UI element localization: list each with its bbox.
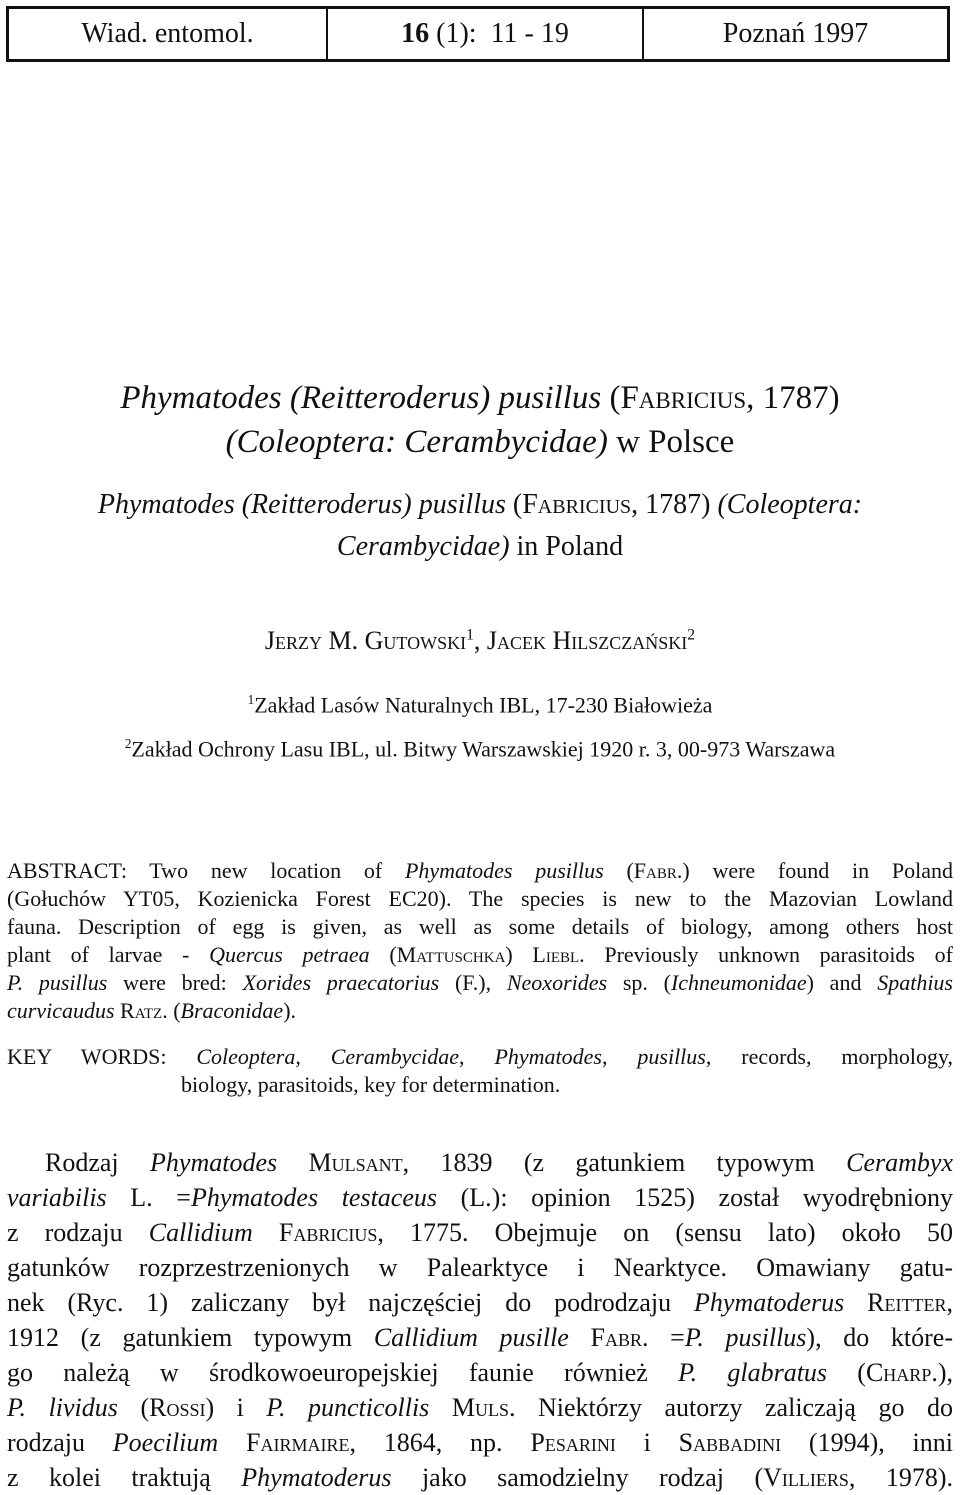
author-abbrev: Muls. <box>429 1393 516 1422</box>
abstract <box>7 857 953 1025</box>
abstract-text: ) and <box>806 970 878 995</box>
abstract-label: ABSTRACT: Two new location of <box>7 858 405 883</box>
author-abbrev: Ratz. <box>114 998 168 1023</box>
title-en-author: (Fabricius, 1787) <box>505 489 718 520</box>
body-text: ), <box>937 1358 953 1387</box>
body-text: L. = <box>106 1183 191 1212</box>
species-name: Callidium pusille <box>373 1323 569 1352</box>
author-abbrev: Fabr. <box>633 858 683 883</box>
genus-name: Spathius <box>877 970 953 995</box>
keywords-line <box>7 1043 953 1071</box>
author-name: Mulsant <box>277 1148 403 1177</box>
body-line <box>7 1145 953 1180</box>
title-en-order: (Coleoptera: <box>717 489 863 520</box>
body-text: , 1978). <box>848 1463 953 1492</box>
species-name: Xorides praecatorius <box>242 970 440 995</box>
authors <box>0 626 960 656</box>
title-author-name: (Fabricius, 1787) <box>609 380 840 416</box>
body-line <box>7 1390 953 1425</box>
body-line <box>7 1180 953 1215</box>
title-en-genus: Phymatodes (Reitteroderus) pusillus <box>97 489 506 520</box>
body-text: , 1864, np. <box>349 1428 531 1457</box>
body-text: ) i <box>205 1393 267 1422</box>
abstract-text: ). <box>283 998 297 1023</box>
author-name: Sabbadini <box>678 1428 782 1457</box>
body-line: gatunków rozprzestrzenionych w Palearktyce i Nearktyce. Omawiany gatu- <box>7 1253 953 1282</box>
abstract-line <box>7 997 953 1025</box>
body-text: , 1839 (z gatunkiem typowym <box>402 1148 847 1177</box>
body-text: nek (Ryc. 1) zaliczany był najczęściej do podrodzaju <box>7 1288 695 1317</box>
title-order: (Coleoptera: Cerambycidae) <box>225 424 608 460</box>
species-name: curvicaudus <box>7 998 115 1023</box>
paren: ( <box>117 1393 150 1422</box>
author-separator: , <box>473 626 487 655</box>
keyword: Phymatodes <box>494 1044 602 1069</box>
title-en-suffix: in Poland <box>509 531 624 562</box>
title-en-family: Cerambycidae) <box>336 531 510 562</box>
title-english <box>0 484 960 568</box>
author-1-sup: 1 <box>466 626 474 644</box>
title-suffix: w Polsce <box>607 424 735 460</box>
body-line <box>7 1425 953 1460</box>
body-text: = <box>648 1323 685 1352</box>
paren: ) <box>505 942 533 967</box>
journal-name: Wiad. entomol. <box>9 9 328 59</box>
author-name: Liebl. <box>532 942 585 967</box>
abstract-line <box>7 969 953 997</box>
body-text: z rodzaju <box>7 1218 149 1247</box>
keywords-label: KEY WORDS: <box>7 1044 197 1069</box>
author-name: Rossi <box>149 1393 206 1422</box>
author-name: Mattuschka <box>396 942 506 967</box>
species-name: P. glabratus <box>678 1358 828 1387</box>
abstract-text: Previously unknown parasitoids of <box>584 942 953 967</box>
author-name: Pesarini <box>530 1428 616 1457</box>
keyword: Coleoptera, Cerambycidae <box>196 1044 460 1069</box>
genus-name: Phymatoderus <box>694 1288 845 1317</box>
body-text: ), do które- <box>806 1323 953 1352</box>
paren: ( <box>167 998 181 1023</box>
paren: ( <box>827 1358 866 1387</box>
paren: ( <box>603 858 634 883</box>
author-abbrev: Fabr. <box>568 1323 649 1352</box>
abstract-text: sp. ( <box>607 970 671 995</box>
genus-name: Neoxorides <box>506 970 608 995</box>
body-text: Rodzaj <box>45 1148 151 1177</box>
family-name: Braconidae <box>180 998 284 1023</box>
genus-name: Callidium <box>148 1218 253 1247</box>
issue-pages: (1): 11 - 19 <box>429 18 569 49</box>
title-genus: Phymatodes (Reitteroderus) pusillus <box>120 380 602 416</box>
journal-header <box>6 6 950 62</box>
genus-name: Poecilium <box>112 1428 219 1457</box>
title-polish <box>0 376 960 464</box>
keywords <box>7 1043 953 1099</box>
body-text: go należą w środkowoeuropejskiej faunie również <box>7 1358 679 1387</box>
body-text: (L.): opinion 1525) został wyodrębniony <box>437 1183 954 1212</box>
genus-name: Phymatoderus <box>241 1463 392 1492</box>
sep: , <box>601 1044 638 1069</box>
body-text: , 1775. Obejmuje on (sensu lato) około 50 <box>377 1218 953 1247</box>
abstract-text: were bred: <box>107 970 243 995</box>
author-name: Reitter <box>844 1288 947 1317</box>
body-text: z kolei traktują <box>7 1463 242 1492</box>
species-name: variabilis <box>7 1183 107 1212</box>
author-1: Jerzy M. Gutowski <box>264 626 467 655</box>
body-paragraph <box>7 1145 953 1495</box>
species-name: P. puncticollis <box>266 1393 430 1422</box>
body-line <box>7 1215 953 1250</box>
keywords-line: biology, parasitoids, key for determination. <box>181 1072 561 1097</box>
host-plant: Quercus petraea <box>209 942 370 967</box>
body-text: , <box>946 1288 954 1317</box>
volume-info <box>328 9 644 59</box>
family-name: Ichneumonidae <box>670 970 807 995</box>
body-line <box>7 1460 953 1495</box>
author-name: Fabricius <box>252 1218 378 1247</box>
body-text: (1994), inni <box>781 1428 953 1457</box>
affiliation-2-text: Zakład Ochrony Lasu IBL, ul. Bitwy Warszawskiej 1920 r. 3, 00-973 Warszawa <box>131 736 836 762</box>
species-name: Phymatodes pusillus <box>404 858 604 883</box>
species-name: P. lividus <box>7 1393 118 1422</box>
affiliation-1 <box>0 692 960 718</box>
author-2: Jacek Hilszczański <box>486 626 688 655</box>
body-line <box>7 1285 953 1320</box>
abstract-text: ) were found in Poland <box>682 858 953 883</box>
body-text: Niektórzy autorzy zaliczają go do <box>515 1393 953 1422</box>
species-name: Phymatodes testaceus <box>190 1183 437 1212</box>
abstract-text: (F.), <box>439 970 507 995</box>
affiliation-1-text: Zakład Lasów Naturalnych IBL, 17-230 Białowieża <box>254 692 713 718</box>
author-name: Villiers <box>763 1463 849 1492</box>
abstract-text: plant of larvae - <box>7 942 210 967</box>
affiliation-2-sup: 2 <box>124 736 132 751</box>
abstract-line: fauna. Description of egg is given, as well as some details of biology, among others host <box>7 914 953 939</box>
sep: , <box>459 1044 495 1069</box>
affiliation-1-sup: 1 <box>247 692 255 707</box>
body-line <box>7 1320 953 1355</box>
author-2-sup: 2 <box>687 626 696 644</box>
keyword: pusillus <box>637 1044 706 1069</box>
genus-name: Cerambyx <box>846 1148 953 1177</box>
volume-number: 16 <box>401 18 430 49</box>
species-name: P. pusillus <box>7 970 108 995</box>
place-year: Poznań 1997 <box>722 18 869 49</box>
body-text: 1912 (z gatunkiem typowym <box>7 1323 374 1352</box>
paren: ( <box>369 942 397 967</box>
abstract-line <box>7 941 953 969</box>
body-text: rodzaju <box>7 1428 113 1457</box>
affiliation-2 <box>0 736 960 762</box>
body-text: jako samodzielny rodzaj ( <box>391 1463 764 1492</box>
body-text: i <box>615 1428 679 1457</box>
author-name: Fairmaire <box>218 1428 350 1457</box>
abstract-line: (Gołuchów YT05, Kozienicka Forest EC20). The species is new to the Mazovian Lowland <box>7 886 953 911</box>
author-abbrev: Charp. <box>865 1358 938 1387</box>
abstract-line <box>7 857 953 885</box>
species-name: P. pusillus <box>684 1323 807 1352</box>
genus-name: Phymatodes <box>150 1148 278 1177</box>
keywords-text: , records, morphology, <box>705 1044 954 1069</box>
body-line <box>7 1355 953 1390</box>
